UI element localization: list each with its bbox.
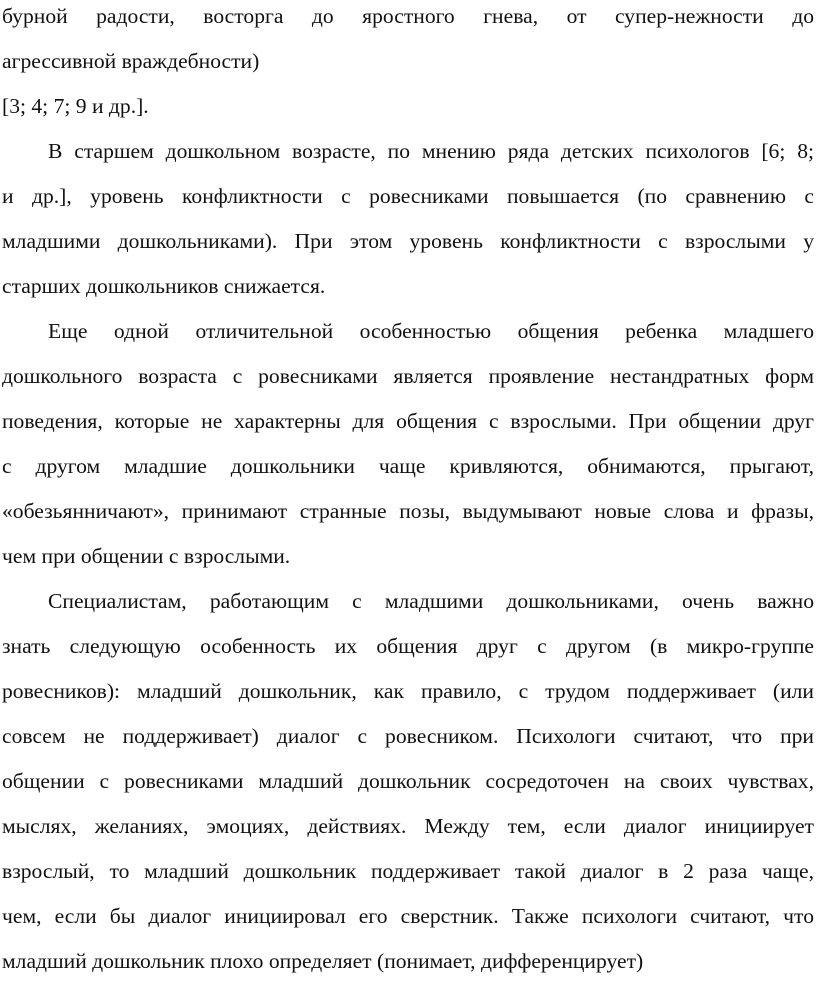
paragraph-first-line: Специалистам, работающим с младшими дошкольниками, очень важно bbox=[48, 589, 814, 613]
text-line: младший дошкольник плохо определяет (понимает, дифференцирует) bbox=[2, 949, 644, 973]
text-line: с другом младшие дошкольники чаще кривляются, обнимаются, прыгают, bbox=[2, 454, 814, 478]
text-line: агрессивной враждебности) bbox=[2, 49, 260, 73]
text-line: взрослый, то младший дошкольник поддерживает такой диалог в 2 раза чаще, bbox=[2, 859, 814, 883]
text-line: бурной радости, восторга до яростного гнева, от супер-нежности до bbox=[2, 4, 814, 28]
text-line: и др.], уровень конфликтности с ровесниками повышается (по сравнению с bbox=[2, 184, 814, 208]
text-line: младшими дошкольниками). При этом уровень конфликтности с взрослыми у bbox=[2, 229, 814, 253]
text-line: поведения, которые не характерны для общения с взрослыми. При общении друг bbox=[2, 409, 814, 433]
text-line: мыслях, желаниях, эмоциях, действиях. Между тем, если диалог инициирует bbox=[2, 814, 814, 838]
text-line: старших дошкольников снижается. bbox=[2, 274, 326, 298]
text-line: ровесников): младший дошкольник, как правило, с трудом поддерживает (или bbox=[2, 679, 814, 703]
text-line: чем, если бы диалог инициировал его сверстник. Также психологи считают, что bbox=[2, 904, 814, 928]
text-line: дошкольного возраста с ровесниками является проявление нестандратных форм bbox=[2, 364, 814, 388]
paragraph-first-line: В старшем дошкольном возрасте, по мнению ряда детских психологов [6; 8; bbox=[48, 139, 814, 163]
text-line: знать следующую особенность их общения друг с другом (в микро-группе bbox=[2, 634, 814, 658]
text-line: «обезьянничают», принимают странные позы, выдумывают новые слова и фразы, bbox=[2, 499, 814, 523]
text-line: [3; 4; 7; 9 и др.]. bbox=[2, 94, 149, 118]
text-line: общении с ровесниками младший дошкольник сосредоточен на своих чувствах, bbox=[2, 769, 814, 793]
paragraph-first-line: Еще одной отличительной особенностью общения ребенка младшего bbox=[48, 319, 814, 343]
text-line: совсем не поддерживает) диалог с ровесником. Психологи считают, что при bbox=[2, 724, 814, 748]
text-line: чем при общении с взрослыми. bbox=[2, 544, 291, 568]
